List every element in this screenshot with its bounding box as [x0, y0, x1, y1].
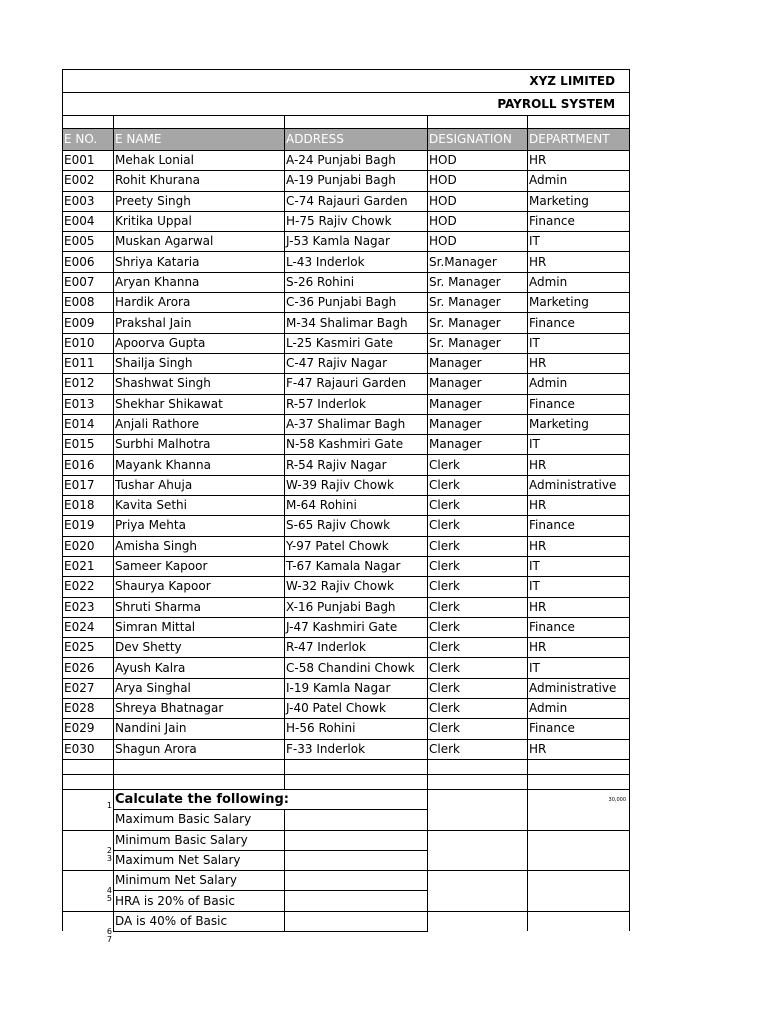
cell-designation[interactable]: Sr.Manager [428, 252, 528, 272]
cell-designation[interactable]: Clerk [428, 719, 528, 739]
table-row [63, 597, 630, 617]
cell-ename[interactable]: Shashwat Singh [114, 374, 285, 394]
cell-address[interactable]: A-24 Punjabi Bagh [285, 151, 428, 171]
cell-ename[interactable]: Prakshal Jain [114, 313, 285, 333]
cell-address[interactable]: Y-97 Patel Chowk [285, 536, 428, 556]
cell-eno[interactable]: E023 [63, 597, 114, 617]
table-row [63, 211, 630, 231]
cell-eno[interactable]: E014 [63, 414, 114, 434]
system-title[interactable]: PAYROLL SYSTEM [63, 93, 630, 116]
cell-address[interactable]: L-43 Inderlok [285, 252, 428, 272]
cell-address[interactable]: L-25 Kasmiri Gate [285, 333, 428, 353]
calc-item-value[interactable] [285, 891, 428, 911]
department-cell[interactable] [528, 911, 630, 931]
cell-ename[interactable]: Apoorva Gupta [114, 333, 285, 353]
cell-designation[interactable]: Clerk [428, 516, 528, 536]
cell-ename[interactable]: Mehak Lonial [114, 151, 285, 171]
calc-row [63, 891, 630, 911]
header-designation[interactable]: DESIGNATION [428, 129, 528, 151]
cell-address[interactable]: R-47 Inderlok [285, 638, 428, 658]
table-row [63, 536, 630, 556]
cell-department[interactable]: Admin [528, 374, 630, 394]
cell-department[interactable]: HR [528, 739, 630, 759]
cell-designation[interactable]: Sr. Manager [428, 333, 528, 353]
cell-designation[interactable]: Clerk [428, 475, 528, 495]
cell-eno[interactable]: E002 [63, 171, 114, 191]
cell-designation[interactable]: Clerk [428, 658, 528, 678]
calc-item-label[interactable]: Maximum Basic Salary [114, 810, 285, 830]
item-number-cell[interactable] [63, 871, 114, 904]
cell[interactable] [285, 759, 428, 774]
cell-eno[interactable]: E015 [63, 435, 114, 455]
designation-cell[interactable] [428, 830, 528, 850]
cell[interactable] [285, 116, 428, 129]
cell-department[interactable]: Admin [528, 699, 630, 719]
designation-cell[interactable] [428, 850, 528, 870]
cell-address[interactable]: S-26 Rohini [285, 272, 428, 292]
cell-address[interactable]: M-64 Rohini [285, 496, 428, 516]
company-title-row [63, 70, 630, 93]
cell-address[interactable]: N-58 Kashmiri Gate [285, 435, 428, 455]
company-title[interactable]: XYZ LIMITED [63, 70, 630, 93]
cell-eno[interactable]: E008 [63, 293, 114, 313]
designation-cell[interactable] [428, 871, 528, 891]
cell-address[interactable]: W-32 Rajiv Chowk [285, 577, 428, 597]
cell-department[interactable]: HR [528, 353, 630, 373]
cell-ename[interactable]: Shailja Singh [114, 353, 285, 373]
table-row [63, 353, 630, 373]
item-number: 7 [106, 934, 112, 944]
table-row [63, 617, 630, 637]
cell-department[interactable]: HR [528, 252, 630, 272]
cell-eno[interactable]: E024 [63, 617, 114, 637]
table-row [63, 739, 630, 759]
table-row [63, 658, 630, 678]
designation-cell[interactable] [428, 891, 528, 911]
cell-designation[interactable]: HOD [428, 151, 528, 171]
calc-item-label[interactable]: HRA is 20% of Basic [114, 891, 285, 911]
table-row [63, 333, 630, 353]
cell-department[interactable]: Admin [528, 171, 630, 191]
cell-designation[interactable]: Manager [428, 435, 528, 455]
cell-department[interactable]: HR [528, 455, 630, 475]
cell[interactable] [114, 116, 285, 129]
cell-designation[interactable]: Manager [428, 414, 528, 434]
cell-eno[interactable]: E021 [63, 556, 114, 576]
cell-ename[interactable]: Simran Mittal [114, 617, 285, 637]
header-department[interactable]: DEPARTMENT [528, 129, 630, 151]
cell-eno[interactable]: E028 [63, 699, 114, 719]
cell-ename[interactable]: Anjali Rathore [114, 414, 285, 434]
cell-department[interactable]: Finance [528, 719, 630, 739]
cell-address[interactable]: J-40 Patel Chowk [285, 699, 428, 719]
cell-ename[interactable]: Ayush Kalra [114, 658, 285, 678]
cell-department[interactable]: HR [528, 638, 630, 658]
cell-eno[interactable]: E001 [63, 151, 114, 171]
cell-department[interactable]: Finance [528, 211, 630, 231]
cell[interactable] [285, 774, 428, 789]
cell-address[interactable]: A-37 Shalimar Bagh [285, 414, 428, 434]
item-number: 3 [106, 853, 112, 863]
payroll-sheet [62, 69, 629, 944]
cell-ename[interactable]: Shagun Arora [114, 739, 285, 759]
cell-ename[interactable]: Priya Mehta [114, 516, 285, 536]
cell-eno[interactable]: E005 [63, 232, 114, 252]
header-row [63, 129, 630, 151]
calc-item-label[interactable]: Minimum Net Salary [114, 871, 285, 891]
table-row [63, 475, 630, 495]
cell-department[interactable]: IT [528, 232, 630, 252]
cell-ename[interactable]: Kavita Sethi [114, 496, 285, 516]
cell-designation[interactable]: Manager [428, 374, 528, 394]
cell-department[interactable]: Marketing [528, 293, 630, 313]
cell-ename[interactable]: Shreya Bhatnagar [114, 699, 285, 719]
cell[interactable] [63, 116, 114, 129]
cell-department[interactable]: Finance [528, 617, 630, 637]
department-cell[interactable] [528, 871, 630, 891]
table-row [63, 435, 630, 455]
calc-item-value[interactable] [285, 850, 428, 870]
calc-item-label[interactable]: Minimum Basic Salary [114, 830, 285, 850]
table-row [63, 638, 630, 658]
cell-eno[interactable]: E003 [63, 191, 114, 211]
calc-item-label[interactable]: DA is 40% of Basic [114, 911, 285, 931]
cell-eno[interactable]: E027 [63, 678, 114, 698]
cell-eno[interactable]: E013 [63, 394, 114, 414]
cell[interactable] [114, 759, 285, 774]
cell-eno[interactable]: E025 [63, 638, 114, 658]
item-number: 5 [106, 894, 112, 904]
cell-ename[interactable]: Shriya Kataria [114, 252, 285, 272]
cell-address[interactable]: M-34 Shalimar Bagh [285, 313, 428, 333]
calc-item-value[interactable] [285, 911, 428, 931]
system-title-row [63, 93, 630, 116]
item-number-cell[interactable] [63, 891, 114, 911]
cell-ename[interactable]: Shaurya Kapoor [114, 577, 285, 597]
cell-designation[interactable]: Manager [428, 394, 528, 414]
table-row [63, 516, 630, 536]
cell-department[interactable]: HR [528, 151, 630, 171]
table-row [63, 293, 630, 313]
department-cell[interactable] [528, 789, 630, 809]
cell-designation[interactable]: Clerk [428, 556, 528, 576]
cell[interactable] [63, 759, 114, 774]
tiny-value: 30,000 [608, 796, 627, 803]
cell-address[interactable]: W-39 Rajiv Chowk [285, 475, 428, 495]
cell-designation[interactable]: Clerk [428, 455, 528, 475]
cell-eno[interactable]: E018 [63, 496, 114, 516]
cell-department[interactable]: Finance [528, 394, 630, 414]
cell-eno[interactable]: E011 [63, 353, 114, 373]
cell-address[interactable]: S-65 Rajiv Chowk [285, 516, 428, 536]
cell-eno[interactable]: E017 [63, 475, 114, 495]
cell-ename[interactable]: Muskan Agarwal [114, 232, 285, 252]
table-row [63, 151, 630, 171]
cell-department[interactable]: IT [528, 333, 630, 353]
cell-ename[interactable]: Preety Singh [114, 191, 285, 211]
cell-ename[interactable]: Hardik Arora [114, 293, 285, 313]
table-row [63, 191, 630, 211]
cell-ename[interactable]: Nandini Jain [114, 719, 285, 739]
item-number: 4 [106, 886, 112, 896]
cell-designation[interactable]: Sr. Manager [428, 293, 528, 313]
cell-designation[interactable]: Clerk [428, 536, 528, 556]
cell-ename[interactable]: Mayank Khanna [114, 455, 285, 475]
calc-item-label[interactable]: Maximum Net Salary [114, 850, 285, 870]
blank-row [63, 774, 630, 789]
cell-address[interactable]: C-47 Rajiv Nagar [285, 353, 428, 373]
cell-designation[interactable]: HOD [428, 211, 528, 231]
cell-department[interactable]: IT [528, 577, 630, 597]
cell-ename[interactable]: Rohit Khurana [114, 171, 285, 191]
header-ename[interactable]: E NAME [114, 129, 285, 151]
cell-address[interactable]: X-16 Punjabi Bagh [285, 597, 428, 617]
cell-eno[interactable]: E012 [63, 374, 114, 394]
header-eno[interactable]: E NO. [63, 129, 114, 151]
table-row [63, 699, 630, 719]
department-cell[interactable] [528, 830, 630, 850]
department-cell[interactable] [528, 850, 630, 870]
cell-eno[interactable]: E016 [63, 455, 114, 475]
designation-cell[interactable] [428, 810, 528, 830]
item-number: 6 [106, 926, 112, 936]
cell-ename[interactable]: Amisha Singh [114, 536, 285, 556]
item-number-cell[interactable] [63, 911, 114, 944]
cell-department[interactable]: IT [528, 435, 630, 455]
cell-address[interactable]: C-74 Rajauri Garden [285, 191, 428, 211]
cell-address[interactable]: R-57 Inderlok [285, 394, 428, 414]
cell-department[interactable]: HR [528, 536, 630, 556]
cell-designation[interactable]: Clerk [428, 739, 528, 759]
item-number-cell[interactable] [63, 830, 114, 863]
cell-ename[interactable]: Shruti Sharma [114, 597, 285, 617]
cell-address[interactable]: F-47 Rajauri Garden [285, 374, 428, 394]
cell-department[interactable]: IT [528, 556, 630, 576]
item-number-cell[interactable] [63, 850, 114, 870]
table-row [63, 577, 630, 597]
calc-row [63, 871, 630, 891]
cell-ename[interactable]: Tushar Ahuja [114, 475, 285, 495]
payroll-table [62, 69, 630, 944]
cell-address[interactable]: C-36 Punjabi Bagh [285, 293, 428, 313]
calc-row [63, 789, 630, 809]
item-number-cell[interactable] [63, 789, 114, 809]
cell-ename[interactable]: Shekhar Shikawat [114, 394, 285, 414]
cell[interactable] [428, 774, 528, 789]
cell[interactable] [428, 116, 528, 129]
cell-department[interactable]: Admin [528, 272, 630, 292]
cell-eno[interactable]: E030 [63, 739, 114, 759]
cell-designation[interactable]: Manager [428, 353, 528, 373]
cell-designation[interactable]: Clerk [428, 678, 528, 698]
department-cell[interactable] [528, 891, 630, 911]
table-row [63, 272, 630, 292]
cell-eno[interactable]: E029 [63, 719, 114, 739]
cell-eno[interactable]: E010 [63, 333, 114, 353]
cell-department[interactable]: HR [528, 496, 630, 516]
cell-designation[interactable]: Clerk [428, 577, 528, 597]
table-row [63, 719, 630, 739]
designation-cell[interactable] [428, 911, 528, 931]
cell-ename[interactable]: Sameer Kapoor [114, 556, 285, 576]
cell-address[interactable]: J-53 Kamla Nagar [285, 232, 428, 252]
cell-address[interactable]: J-47 Kashmiri Gate [285, 617, 428, 637]
cell-eno[interactable]: E022 [63, 577, 114, 597]
cell-eno[interactable]: E004 [63, 211, 114, 231]
cell-address[interactable]: F-33 Inderlok [285, 739, 428, 759]
cell-ename[interactable]: Kritika Uppal [114, 211, 285, 231]
cell-department[interactable]: Marketing [528, 191, 630, 211]
cell-designation[interactable]: Sr. Manager [428, 272, 528, 292]
cell-address[interactable]: R-54 Rajiv Nagar [285, 455, 428, 475]
cell-designation[interactable]: Clerk [428, 597, 528, 617]
header-address[interactable]: ADDRESS [285, 129, 428, 151]
cell-designation[interactable]: HOD [428, 232, 528, 252]
cell-ename[interactable]: Surbhi Malhotra [114, 435, 285, 455]
table-row [63, 394, 630, 414]
table-row [63, 678, 630, 698]
table-row [63, 414, 630, 434]
cell-address[interactable]: A-19 Punjabi Bagh [285, 171, 428, 191]
cell-eno[interactable]: E020 [63, 536, 114, 556]
cell-ename[interactable]: Aryan Khanna [114, 272, 285, 292]
spacer-row [63, 116, 630, 129]
cell-designation[interactable]: HOD [428, 191, 528, 211]
calc-item-value[interactable] [285, 830, 428, 850]
table-row [63, 496, 630, 516]
calc-row [63, 911, 630, 931]
calc-row [63, 830, 630, 850]
table-row [63, 171, 630, 191]
cell-ename[interactable]: Arya Singhal [114, 678, 285, 698]
cell-department[interactable]: IT [528, 658, 630, 678]
department-cell[interactable] [528, 810, 630, 830]
cell-designation[interactable]: Sr. Manager [428, 313, 528, 333]
cell-address[interactable]: H-75 Rajiv Chowk [285, 211, 428, 231]
calc-row [63, 810, 630, 830]
cell-address[interactable]: T-67 Kamala Nagar [285, 556, 428, 576]
item-number-cell[interactable] [63, 810, 114, 830]
cell[interactable] [63, 774, 114, 789]
calc-item-value[interactable] [285, 871, 428, 891]
item-number: 2 [106, 845, 112, 855]
cell-department[interactable]: Finance [528, 313, 630, 333]
cell-designation[interactable]: Clerk [428, 699, 528, 719]
calc-item-value[interactable] [285, 810, 428, 830]
calc-row [63, 850, 630, 870]
cell-address[interactable]: H-56 Rohini [285, 719, 428, 739]
cell-eno[interactable]: E009 [63, 313, 114, 333]
cell-eno[interactable]: E026 [63, 658, 114, 678]
cell-eno[interactable]: E019 [63, 516, 114, 536]
cell[interactable] [528, 759, 630, 774]
cell[interactable] [114, 774, 285, 789]
table-row [63, 374, 630, 394]
table-row [63, 556, 630, 576]
cell-eno[interactable]: E007 [63, 272, 114, 292]
cell-designation[interactable]: HOD [428, 171, 528, 191]
blank-row [63, 759, 630, 774]
cell-designation[interactable]: Clerk [428, 638, 528, 658]
calc-title[interactable]: Calculate the following: [114, 789, 428, 809]
cell-department[interactable]: Administrative [528, 678, 630, 698]
cell-department[interactable]: HR [528, 597, 630, 617]
item-number: 1 [106, 800, 112, 810]
cell-address[interactable]: I-19 Kamla Nagar [285, 678, 428, 698]
cell[interactable] [528, 116, 630, 129]
cell-designation[interactable]: Clerk [428, 617, 528, 637]
cell[interactable] [428, 759, 528, 774]
table-row [63, 252, 630, 272]
table-row [63, 455, 630, 475]
table-row [63, 232, 630, 252]
cell-department[interactable]: Marketing [528, 414, 630, 434]
designation-cell[interactable] [428, 789, 528, 809]
cell[interactable] [528, 774, 630, 789]
cell-eno[interactable]: E006 [63, 252, 114, 272]
cell-ename[interactable]: Dev Shetty [114, 638, 285, 658]
table-row [63, 313, 630, 333]
cell-department[interactable]: Finance [528, 516, 630, 536]
cell-department[interactable]: Administrative [528, 475, 630, 495]
cell-designation[interactable]: Clerk [428, 496, 528, 516]
cell-address[interactable]: C-58 Chandini Chowk [285, 658, 428, 678]
